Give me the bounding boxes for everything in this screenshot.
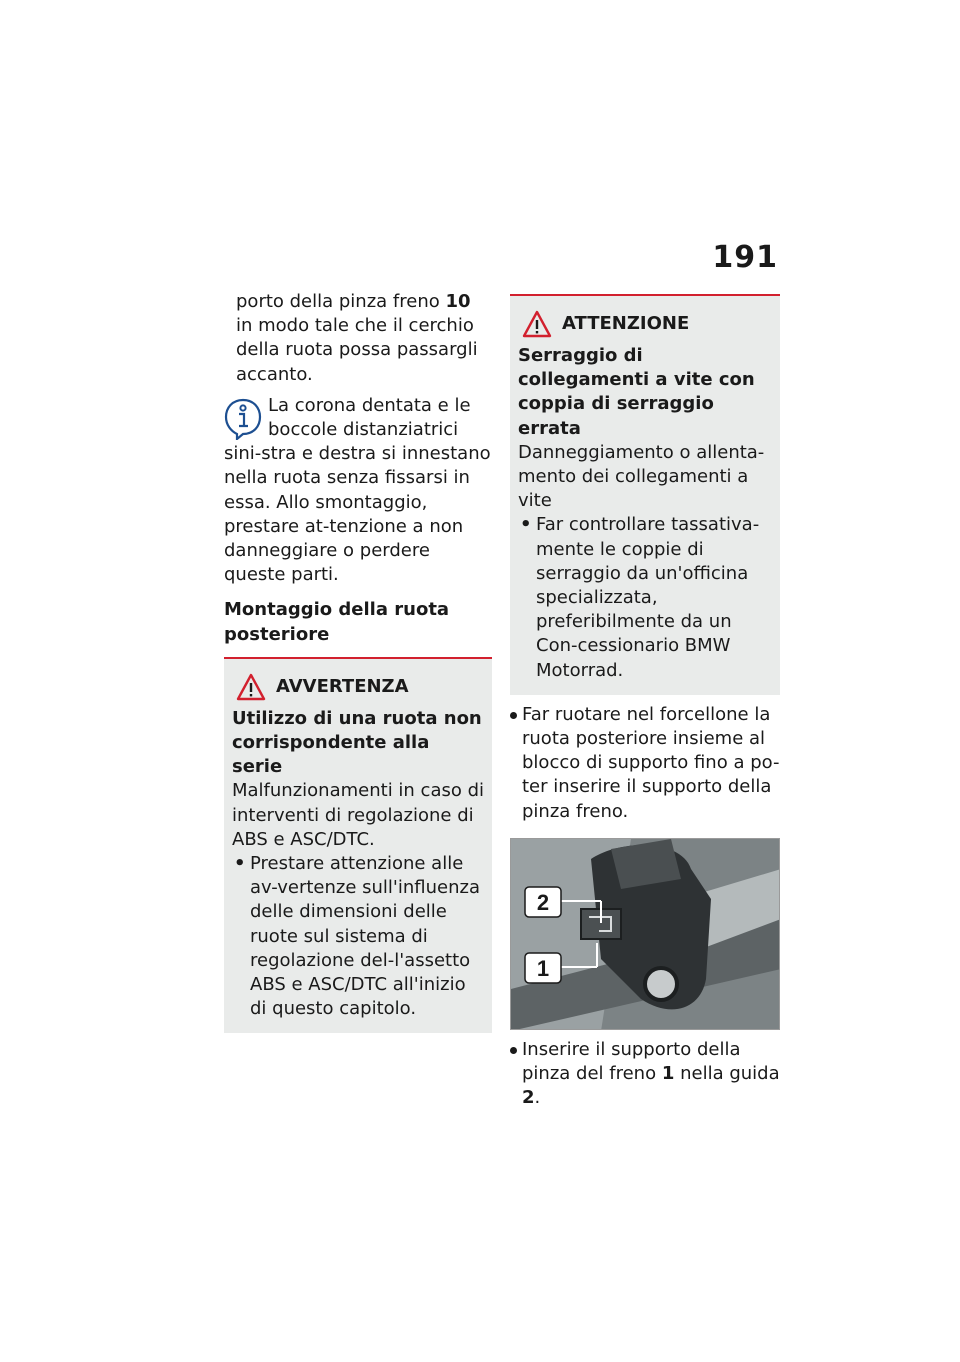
warning-triangle-icon	[236, 673, 266, 701]
ref-number-2: 2	[522, 1087, 535, 1109]
continuation-text-1: porto della pinza freno	[236, 291, 446, 312]
brake-caliper-photo	[510, 838, 780, 1030]
right-column	[510, 290, 780, 1110]
left-column	[224, 290, 492, 1033]
step-2-text-2: nella guida	[674, 1063, 780, 1085]
section-heading: Montaggio della ruota posteriore	[224, 599, 450, 645]
instruction-step-2	[510, 1038, 780, 1111]
continuation-paragraph	[224, 290, 492, 387]
warning-subtitle: Utilizzo di una ruota non corrispondente alla serie	[232, 707, 482, 778]
caution-bullet: • Far controllare tassativa-mente le coppie di serraggio da un'officina specializzata, preferibilmente da un Con-cessionario BMW Motorrad.	[520, 514, 760, 681]
photo-illustration	[511, 839, 780, 1030]
ref-number-1: 1	[661, 1063, 675, 1085]
caution-title: ATTENZIONE	[562, 312, 690, 334]
page-number: 191	[712, 240, 778, 275]
continuation-text-2: in modo tale che il cerchio della ruota possa passargli accanto.	[236, 315, 478, 385]
step-2-text-1: Inserire il supporto della pinza del freno	[522, 1038, 741, 1085]
callout-label-1: 1	[536, 955, 550, 981]
warning-bullet: • Prestare attenzione alle av-vertenze sull'influenza delle dimensioni delle ruote sul sistema di regolazione del-l'assetto ABS e ASC/DTC all'inizio di questo capitolo.	[234, 853, 480, 1020]
bullet-dot	[510, 1047, 517, 1054]
warning-body: Malfunzionamenti in caso di interventi di regolazione di ABS e ASC/DTC.	[232, 780, 485, 850]
info-icon	[224, 398, 262, 440]
warning-title: AVVERTENZA	[276, 675, 409, 697]
bullet-dot	[510, 712, 517, 719]
callout-label-2: 2	[536, 889, 550, 915]
warning-triangle-icon	[522, 310, 552, 338]
ref-number-10: 10	[445, 291, 471, 312]
warning-box	[224, 657, 492, 1034]
step-1-text: Far ruotare nel forcellone la ruota posteriore insieme al blocco di supporto fino a po-ter inserire il supporto della pinza freno.	[522, 703, 780, 822]
step-2-text-3: .	[534, 1087, 541, 1109]
info-note	[224, 394, 492, 588]
caution-bullet-text: Far controllare tassativa-mente le coppie di serraggio da un'officina specializzata, preferibilmente da un Con-cessionario BMW Motorrad.	[536, 514, 760, 681]
info-text: La corona dentata e le boccole distanziatrici sini-stra e destra si innestano nella ruota senza fissarsi in essa. Allo smontaggio, prestare at-tenzione a non danneggiare o perdere queste parti.	[224, 394, 491, 586]
warning-bullet-text: Prestare attenzione alle av-vertenze sull'influenza delle dimensioni delle ruote sul sistema di regolazione del-l'assetto ABS e ASC/DTC all'inizio di questo capitolo.	[250, 853, 480, 1020]
caution-subtitle: Serraggio di collegamenti a vite con coppia di serraggio errata	[518, 345, 755, 439]
caution-body: Danneggiamento o allenta-mento dei collegamenti a vite	[518, 441, 765, 512]
caution-box	[510, 294, 780, 695]
instruction-step-1	[510, 703, 780, 824]
